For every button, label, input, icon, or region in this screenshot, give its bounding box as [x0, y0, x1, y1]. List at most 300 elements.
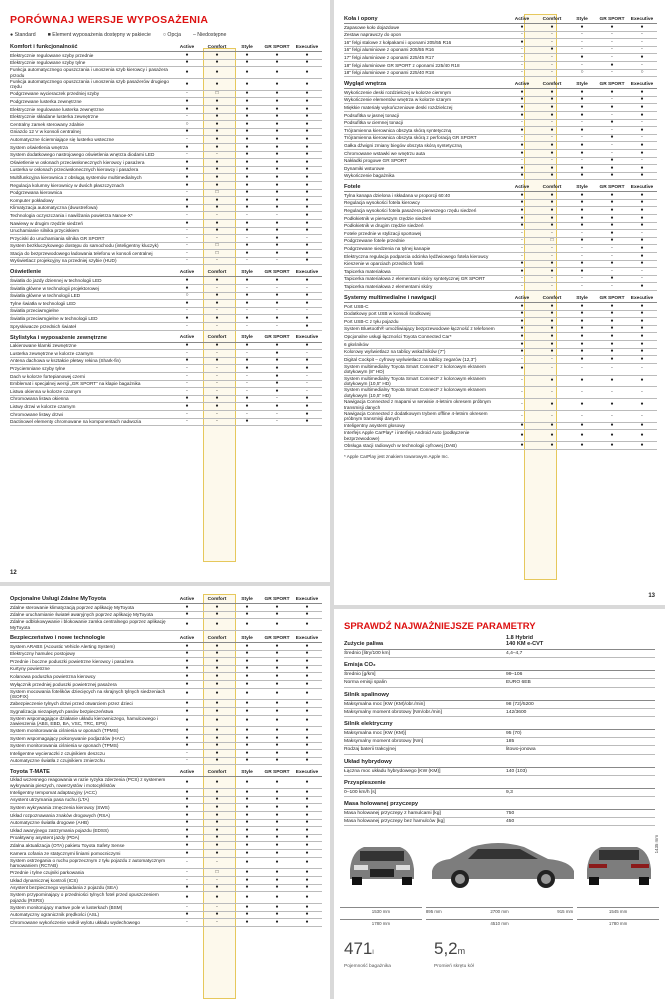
availability-cell: ● — [275, 98, 279, 104]
availability-cell: ● — [610, 377, 614, 384]
table-row — [10, 258, 322, 266]
feature-label: System multimedialny Toyota Smart Connect* z kolorowym ekranem dotykowym (10,5" HD) — [344, 387, 486, 398]
availability-cell: ● — [185, 826, 189, 833]
availability-cell: ● — [275, 292, 279, 299]
table-row — [10, 892, 322, 904]
feature-label: Dodatkowy port USB w konsoli środkowej — [344, 311, 431, 317]
feature-label: Podgrzewane siedzenia na tylnej kanapie — [344, 246, 431, 252]
availability-cell: - — [306, 380, 308, 387]
availability-cell: ● — [640, 310, 644, 317]
availability-cell: - — [521, 134, 523, 141]
availability-cell: - — [186, 365, 188, 371]
feature-label: Zdalne uruchamianie świateł awaryjnych poprzez aplikację MyToyota — [10, 612, 154, 618]
availability-cell: ● — [215, 158, 219, 165]
availability-cell: ● — [550, 199, 554, 206]
availability-cell: ● — [610, 325, 614, 332]
feature-label: Automatyczny ogranicznik prędkości (ASL) — [10, 912, 100, 918]
availability-cell: ● — [275, 834, 279, 841]
availability-cell: ● — [245, 918, 249, 925]
feature-label: Klimatyzacja automatyczna (dwustrefowa) — [10, 205, 98, 211]
width: 1780 mm — [340, 919, 422, 926]
availability-cell: ● — [305, 292, 309, 299]
trunk-value — [344, 939, 374, 959]
availability-cell: ● — [185, 395, 189, 402]
availability-cell: ● — [305, 113, 309, 120]
table-row — [344, 142, 657, 150]
availability-cell: ● — [215, 796, 219, 803]
spec-key: 0–100 km/h [s] — [344, 789, 377, 795]
trunk-number: 471 — [344, 939, 373, 958]
table-row — [10, 919, 322, 927]
availability-cell: ● — [215, 166, 219, 173]
availability-cell: ● — [245, 120, 249, 127]
availability-cell: ● — [580, 317, 584, 324]
column-header: Style — [241, 769, 253, 775]
spec-value: 142/3600 — [506, 709, 527, 715]
spec-row — [344, 671, 655, 679]
section-title: Systemy multimedialne i nawigacji — [344, 295, 437, 301]
availability-cell: ● — [215, 342, 219, 349]
table-row — [10, 885, 322, 893]
feature-label: System ARABS (Acoustic Vehicle Alerting System) — [10, 643, 115, 649]
availability-cell: ● — [580, 199, 584, 206]
availability-cell: ● — [185, 717, 189, 724]
availability-cell: - — [186, 418, 188, 425]
rear-dimensions — [577, 907, 659, 926]
availability-cell: ● — [520, 332, 524, 339]
availability-cell: ● — [610, 88, 614, 95]
availability-cell: ● — [640, 283, 644, 289]
car-rear-view — [577, 821, 659, 926]
availability-cell: ● — [550, 317, 554, 324]
availability-cell: ● — [185, 105, 189, 112]
availability-cell: ● — [640, 432, 644, 439]
feature-label: Tylna kanapa dzielona i składana w proporcji 60:40 — [344, 192, 451, 198]
availability-cell: ● — [275, 204, 279, 211]
table-row — [10, 716, 322, 728]
column-header: GR SPORT — [599, 16, 625, 22]
availability-cell: ● — [550, 164, 554, 171]
availability-cell: - — [186, 234, 188, 241]
section-title: Koła i opony — [344, 16, 378, 22]
feature-label: Kolorowy wyświetlacz na tablicy wskaźników (7") — [344, 349, 446, 355]
availability-cell: - — [276, 410, 278, 417]
availability-cell: ● — [275, 143, 279, 150]
feature-label: Układ awaryjnego zatrzymania pojazdu (EDSS) — [10, 827, 109, 833]
feature-label: Światła do jazdy dziennej w technologii LED — [10, 278, 102, 284]
availability-cell: - — [611, 141, 613, 148]
availability-cell: ● — [305, 299, 309, 306]
availability-cell: ● — [275, 196, 279, 203]
availability-cell: - — [581, 31, 583, 38]
availability-cell: ● — [275, 819, 279, 826]
availability-cell: ● — [640, 222, 644, 229]
column-header: Active — [179, 596, 195, 602]
availability-cell: ● — [305, 227, 309, 234]
availability-cell: ● — [275, 365, 279, 371]
availability-cell: ● — [305, 402, 309, 409]
availability-cell: - — [521, 61, 523, 68]
group-label-first: Zużycie paliwa — [344, 641, 384, 647]
feature-label: Światła przeciwmgielne — [10, 308, 59, 314]
availability-cell: ● — [640, 141, 644, 148]
availability-cell: ● — [215, 803, 219, 810]
availability-cell: ● — [245, 365, 249, 371]
availability-cell: ● — [305, 219, 309, 226]
availability-cell: ● — [215, 219, 219, 226]
table-row — [10, 79, 322, 91]
section-title: Stylistyka i wyposażenie zewnętrzne — [10, 334, 107, 341]
availability-cell: ● — [185, 849, 189, 856]
availability-cell: ● — [245, 757, 249, 764]
availability-cell: ● — [275, 219, 279, 226]
availability-cell: ● — [305, 365, 309, 371]
spec-key: Maksymalna moc [KW (KM)/obr./min] — [344, 701, 425, 707]
availability-cell: ● — [580, 355, 584, 362]
availability-cell: - — [611, 111, 613, 118]
legend-unavailable: – Niedostępne — [192, 32, 227, 38]
availability-cell: ● — [275, 242, 279, 249]
feature-label: Układ wczesnego reagowania w razie ryzyka zderzenia (PCS) z systemem wykrywania pieszych, rowerzystów i motocyklistów — [10, 777, 166, 788]
table-row — [344, 24, 657, 32]
availability-cell: - — [276, 257, 278, 264]
feature-label: Automatyczne światła drogowe (AHB) — [10, 820, 89, 826]
page-14 — [0, 586, 330, 999]
availability-cell: ● — [275, 181, 279, 188]
availability-cell: - — [551, 53, 553, 60]
availability-cell: ● — [215, 80, 219, 87]
availability-cell: ● — [275, 911, 279, 918]
rear-track: 1545 mm — [577, 907, 659, 914]
page-13 — [334, 0, 665, 605]
availability-cell: - — [581, 134, 583, 141]
availability-cell: ● — [305, 657, 309, 664]
availability-cell: ● — [550, 126, 554, 133]
availability-cell: - — [186, 189, 188, 196]
trunk-unit: l — [372, 950, 374, 956]
availability-cell: ● — [275, 657, 279, 664]
availability-cell: ● — [610, 355, 614, 362]
table-row — [344, 173, 657, 181]
column-header: Comfort — [542, 295, 562, 301]
availability-cell: ● — [245, 690, 249, 697]
feature-label: Chromowana listwa okienna — [10, 396, 69, 402]
feature-label: 16" felgi stalowe z kołpakami i oponami 205/55 R16 — [344, 39, 452, 45]
availability-cell: ● — [580, 207, 584, 214]
availability-cell: ● — [185, 680, 189, 687]
column-header: Style — [241, 635, 253, 641]
availability-cell: ● — [580, 325, 584, 332]
availability-cell: - — [611, 267, 613, 274]
rear-overhang: 915 mm — [557, 909, 574, 914]
table-row — [10, 315, 322, 323]
spec-value: litowo-jonowa — [506, 747, 536, 753]
spec-row — [344, 746, 655, 754]
availability-cell: ● — [550, 111, 554, 118]
availability-cell: ● — [185, 611, 189, 618]
section-header — [344, 183, 657, 192]
spec-value: EURO 6EB — [506, 680, 531, 686]
availability-cell: ● — [275, 387, 279, 394]
availability-cell: ● — [640, 332, 644, 339]
availability-cell: ● — [185, 196, 189, 203]
spec-value: 450 — [506, 819, 515, 825]
availability-cell: ● — [215, 699, 219, 706]
availability-cell: ● — [215, 51, 219, 58]
feature-label: 6 głośników — [344, 341, 369, 347]
feature-label: Elektryczna regulacja podparcia odcinka lędźwiowego fotela kierowcy — [344, 253, 489, 259]
availability-cell: ● — [640, 207, 644, 214]
table-row — [344, 158, 657, 166]
availability-cell: - — [186, 380, 188, 387]
table-row — [10, 323, 322, 331]
feature-label: Obsługa stacji radiowych w technologii cyfrowej (DAB) — [344, 442, 457, 448]
availability-cell: ● — [275, 135, 279, 142]
availability-cell: ● — [245, 665, 249, 672]
table-row — [10, 758, 322, 766]
availability-cell: ● — [245, 650, 249, 657]
availability-cell: ● — [305, 672, 309, 679]
availability-cell: ● — [245, 672, 249, 679]
availability-cell: - — [641, 389, 643, 396]
availability-cell: ● — [185, 699, 189, 706]
table-row — [10, 850, 322, 858]
table-row — [10, 228, 322, 236]
feature-label: Fotele przednie w stylizacji sportowej — [344, 230, 422, 236]
table-row — [344, 283, 657, 291]
availability-cell: □ — [215, 868, 219, 875]
availability-cell: ● — [520, 214, 524, 221]
availability-cell: ● — [640, 441, 644, 448]
table-row — [10, 619, 322, 631]
turn-number: 5,2 — [434, 939, 458, 958]
length: 4510 mm — [426, 919, 573, 926]
availability-cell: ● — [245, 135, 249, 142]
availability-cell: ● — [305, 834, 309, 841]
availability-cell: - — [186, 322, 188, 329]
feature-label: System dodatkowego nastrojowego oświetlenia wnętrza diodami LED — [10, 152, 155, 158]
availability-cell: ● — [520, 325, 524, 332]
availability-cell: - — [276, 322, 278, 329]
availability-cell: ● — [275, 642, 279, 649]
availability-cell: ● — [245, 68, 249, 75]
table-row — [344, 399, 657, 411]
availability-cell: - — [246, 234, 248, 241]
availability-cell: ● — [305, 796, 309, 803]
availability-cell: - — [611, 38, 613, 45]
availability-cell: ● — [185, 284, 189, 291]
availability-cell: - — [216, 349, 218, 356]
availability-cell: ● — [185, 402, 189, 409]
availability-cell: ● — [215, 849, 219, 856]
spec-key: Maksymalny moment obrotowy [Nm] — [344, 739, 424, 745]
availability-cell: ● — [610, 229, 614, 236]
availability-cell: ● — [640, 317, 644, 324]
availability-cell: ● — [610, 134, 614, 141]
feature-label: System multimedialny Toyota Smart Connect* z kolorowym ekranem dotykowym (10,5" HD) — [344, 375, 486, 386]
availability-cell: ● — [520, 302, 524, 309]
availability-cell: ● — [550, 149, 554, 156]
availability-cell: - — [276, 418, 278, 425]
table-row — [344, 333, 657, 341]
availability-cell: ● — [245, 166, 249, 173]
availability-cell: ● — [520, 23, 524, 30]
availability-cell: ● — [550, 422, 554, 429]
availability-cell: ● — [245, 893, 249, 900]
availability-cell: - — [306, 349, 308, 356]
table-row — [10, 612, 322, 620]
availability-cell: ● — [580, 422, 584, 429]
availability-cell: ● — [245, 603, 249, 610]
feature-label: Lusterka zewnętrzne w kolorze czarnym — [10, 350, 94, 356]
column-header: Comfort — [207, 769, 227, 775]
availability-cell: ● — [305, 811, 309, 818]
availability-cell: ● — [580, 302, 584, 309]
availability-cell: - — [611, 245, 613, 252]
availability-cell: ● — [245, 868, 249, 875]
table-row — [10, 869, 322, 877]
feature-label: Kolanowa poduszka powietrzna kierowcy — [10, 673, 96, 679]
availability-cell: ● — [305, 742, 309, 749]
availability-cell: ● — [185, 59, 189, 66]
table-row — [344, 89, 657, 97]
availability-cell: - — [641, 61, 643, 68]
availability-cell: ● — [580, 237, 584, 244]
equipment-table — [344, 15, 657, 450]
availability-cell: - — [186, 249, 188, 256]
column-header: Executive — [295, 596, 319, 602]
availability-cell: - — [521, 229, 523, 236]
feature-label: Przednie i tylne czujniki parkowania — [10, 869, 84, 875]
availability-cell: - — [216, 418, 218, 425]
table-row — [10, 673, 322, 681]
column-header: Style — [241, 44, 253, 50]
table-row — [344, 423, 657, 431]
feature-label: Trójramienna kierownica obszyta skórą syntetyczną — [344, 127, 452, 133]
availability-cell: - — [521, 412, 523, 419]
availability-cell: ● — [305, 911, 309, 918]
feature-label: Zabezpieczenie tylnych drzwi przed otwarciem przez dzieci — [10, 700, 133, 706]
spec-key: Rodzaj baterii trakcyjnej — [344, 747, 396, 753]
table-row — [10, 98, 322, 106]
availability-cell: ● — [580, 332, 584, 339]
height: 1435 mm — [654, 835, 659, 854]
availability-cell: - — [641, 134, 643, 141]
table-row — [10, 365, 322, 373]
availability-cell: ● — [215, 196, 219, 203]
availability-cell: - — [521, 377, 523, 384]
feature-label: Zdalne sterowanie klimatyzacją poprzez aplikację MyToyota — [10, 604, 135, 610]
availability-cell: ● — [580, 23, 584, 30]
page-15 — [334, 609, 665, 999]
availability-cell: ● — [520, 317, 524, 324]
feature-label: Dach w kolorze fortepianowej czerni — [10, 373, 86, 379]
availability-cell: - — [521, 283, 523, 289]
availability-cell: ● — [275, 277, 279, 284]
availability-cell: - — [641, 31, 643, 38]
column-header: Style — [241, 269, 253, 275]
feature-label: System monitorowania ciśnienia w oponach (TPMS) — [10, 743, 119, 749]
availability-cell: □ — [215, 189, 219, 196]
availability-cell: - — [306, 234, 308, 241]
feature-label: Multifunkcyjna kierownica z obsługą systemów multimedialnych — [10, 174, 142, 180]
availability-cell: ● — [550, 222, 554, 229]
availability-cell: ● — [580, 260, 584, 267]
spec-value: 98 (72)/5200 — [506, 701, 534, 707]
availability-cell: ● — [275, 315, 279, 322]
column-header: Executive — [295, 269, 319, 275]
feature-label: Asystent utrzymania pasa ruchu (LTA) — [10, 797, 90, 803]
column-header: Active — [514, 81, 530, 87]
availability-cell: ● — [245, 173, 249, 180]
availability-cell: ● — [215, 826, 219, 833]
section-title: Toyota T-MATE — [10, 769, 50, 776]
availability-cell: ● — [640, 111, 644, 118]
availability-cell: ● — [520, 348, 524, 355]
availability-cell: ● — [520, 340, 524, 347]
availability-cell: - — [306, 387, 308, 394]
availability-cell: ● — [245, 105, 249, 112]
availability-cell: - — [306, 372, 308, 379]
availability-cell: ● — [520, 222, 524, 229]
availability-cell: ● — [640, 88, 644, 95]
availability-cell: ○ — [185, 120, 189, 127]
side-segments — [426, 907, 573, 914]
feature-label: Elektryczny hamulec postojowy — [10, 651, 76, 657]
availability-cell: - — [216, 918, 218, 925]
spec-body — [344, 647, 655, 826]
availability-cell: ● — [610, 157, 614, 164]
availability-cell: ● — [275, 173, 279, 180]
section-title: Fotele — [344, 184, 361, 191]
column-header: Comfort — [207, 635, 227, 641]
availability-cell: ● — [305, 410, 309, 417]
availability-cell: ● — [580, 222, 584, 229]
availability-cell: - — [186, 749, 188, 756]
feature-label: Chromowane wykończenie wokół wylotu układu wydechowego — [10, 919, 141, 925]
feature-label: 17" felgi aluminiowe z oponami 225/45 R17 — [344, 54, 435, 60]
availability-cell: - — [216, 365, 218, 371]
feature-label: Regulacja kolumny kierownicy w dwóch płaszczyznach — [10, 182, 125, 188]
availability-cell: ● — [275, 690, 279, 697]
availability-cell: ● — [640, 340, 644, 347]
availability-cell: ● — [185, 620, 189, 627]
availability-cell: - — [246, 257, 248, 264]
availability-cell: - — [216, 211, 218, 218]
availability-cell: ● — [215, 204, 219, 211]
spec-row — [344, 738, 655, 746]
availability-cell: ● — [275, 757, 279, 764]
feature-label: System monitorowania ciśnienia w oponach (TPMS) — [10, 727, 119, 733]
availability-cell: ● — [245, 779, 249, 786]
table-row — [344, 411, 657, 423]
availability-cell: - — [306, 284, 308, 291]
availability-cell: ● — [215, 292, 219, 299]
availability-cell: ● — [245, 657, 249, 664]
availability-cell: ● — [550, 214, 554, 221]
feature-label: Port USB-C — [344, 303, 369, 309]
availability-cell: - — [641, 119, 643, 126]
feature-label: System bezkluczykowego dostępu do samochodu (inteligentny kluczyk) — [10, 243, 159, 249]
availability-cell: ● — [275, 402, 279, 409]
column-header: Executive — [295, 769, 319, 775]
legend-standard: ● Standard — [10, 32, 36, 38]
availability-cell: - — [186, 307, 188, 314]
availability-cell: - — [246, 349, 248, 356]
availability-cell: ● — [610, 260, 614, 267]
feature-label: Chromowane wstawki we wnętrzu auta — [344, 150, 426, 156]
feature-label: System wykrywania zmęczenia kierowcy (SWS) — [10, 804, 110, 810]
